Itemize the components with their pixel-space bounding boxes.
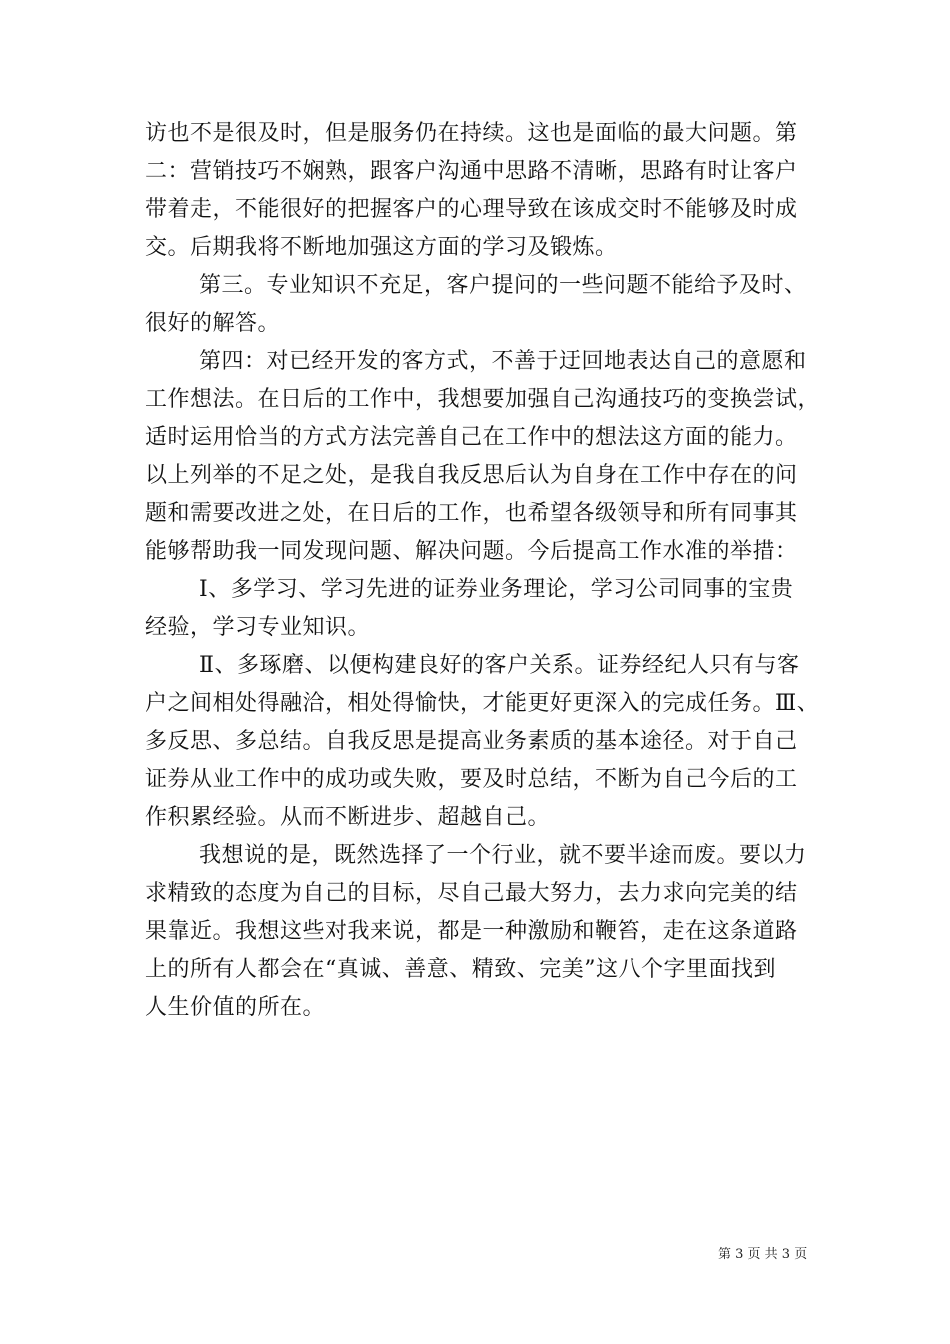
page-number: 第 3 页 共 3 页 [718,1247,808,1262]
text-line: 工作想法。在日后的工作中，我想要加强自己沟通技巧的变换尝试， [145,387,821,412]
text-line: 交。后期我将不断地加强这方面的学习及锻炼。 [145,235,618,260]
text-line: 果靠近。我想这些对我来说，都是一种激励和鞭笞，走在这条道路 [145,919,798,944]
text-line: 证券从业工作中的成功或失败，要及时总结，不断为自己今后的工 [145,767,798,792]
text-line: 很好的解答。 [145,311,281,336]
text-line: 人生价值的所在。 [145,995,326,1020]
text-line: Ⅱ、多琢磨、以便构建良好的客户关系。证券经纪人只有与客 [199,653,800,678]
text-line: 能够帮助我一同发现问题、解决问题。今后提高工作水准的举措： [145,539,798,564]
text-line: 以上列举的不足之处，是我自我反思后认为自身在工作中存在的问 [145,463,798,488]
text-line: 求精致的态度为自己的目标，尽自己最大努力，去力求向完美的结 [145,881,798,906]
text-line: 带着走，不能很好的把握客户的心理导致在该成交时不能够及时成 [145,197,798,222]
text-line: 题和需要改进之处，在日后的工作，也希望各级领导和所有同事其 [145,501,798,526]
text-line: 我想说的是，既然选择了一个行业，就不要半途而废。要以力 [199,843,807,868]
text-line: 第四：对已经开发的客方式，不善于迂回地表达自己的意愿和 [199,349,807,374]
text-line: 户之间相处得融洽，相处得愉快，才能更好更深入的完成任务。Ⅲ、 [145,691,820,716]
text-line: 二：营销技巧不娴熟，跟客户沟通中思路不清晰，思路有时让客户 [145,159,798,184]
text-line: 经验，学习专业知识。 [145,615,371,640]
text-line: 第三。专业知识不充足，客户提问的一些问题不能给予及时、 [199,273,807,298]
text-line: 作积累经验。从而不断进步、超越自己。 [145,805,551,830]
text-line: 上的所有人都会在“真诚、善意、精致、完美”这八个字里面找到 [145,957,776,982]
text-line: 多反思、多总结。自我反思是提高业务素质的基本途径。对于自己 [145,729,798,754]
text-line: 适时运用恰当的方式方法完善自己在工作中的想法这方面的能力。 [145,425,798,450]
text-line: 访也不是很及时，但是服务仍在持续。这也是面临的最大问题。第 [145,121,798,146]
text-line: Ⅰ、多学习、学习先进的证券业务理论，学习公司同事的宝贵 [199,577,794,602]
